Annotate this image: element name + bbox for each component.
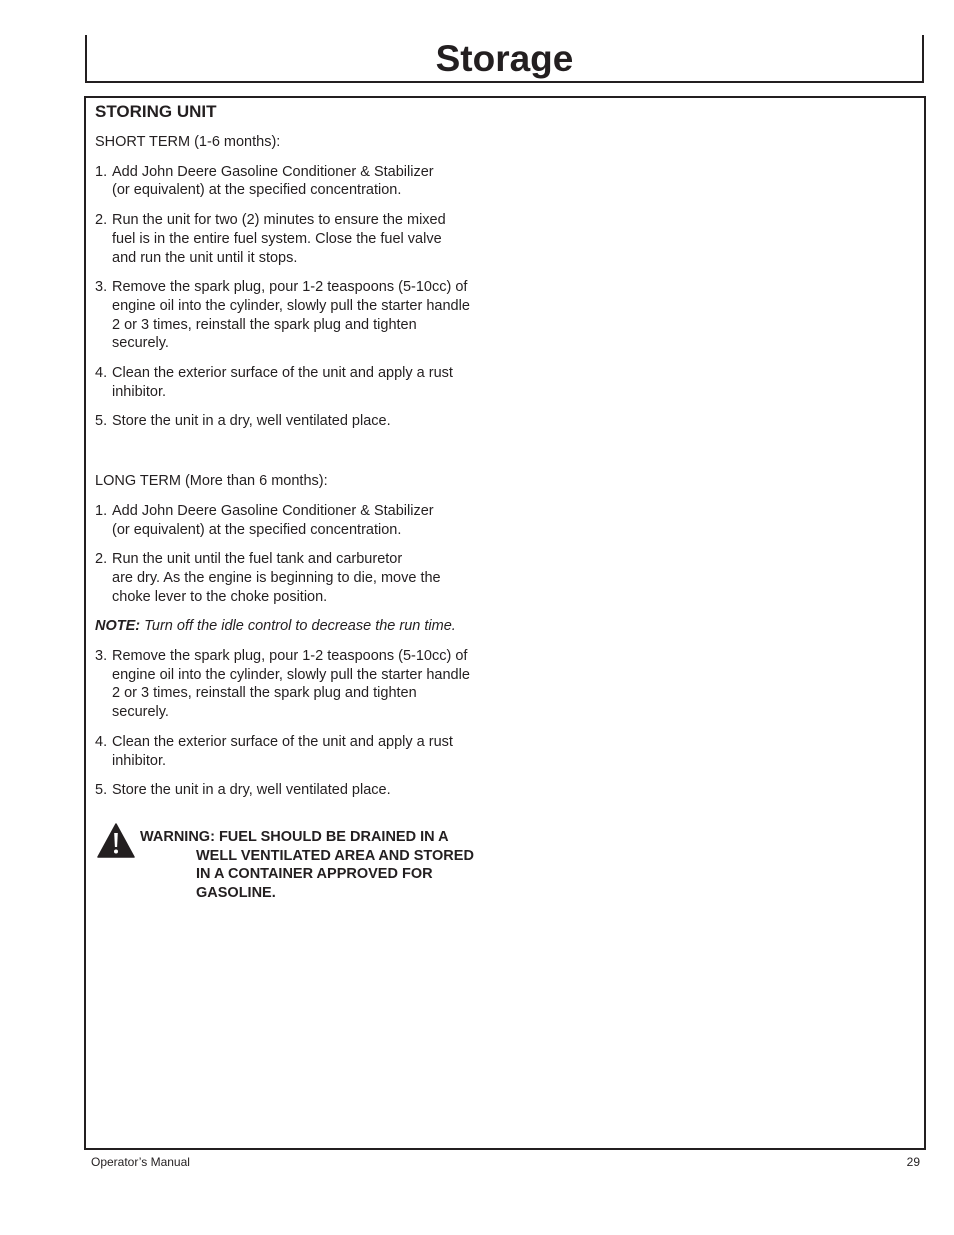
list-item-line: securely. bbox=[112, 704, 169, 721]
list-item-number: 2. bbox=[95, 551, 108, 568]
note bbox=[95, 617, 515, 636]
list-item-number: 1. bbox=[95, 163, 108, 180]
list-item-number: 3. bbox=[95, 279, 108, 296]
list-item-line: engine oil into the cylinder, slowly pull the starter handle bbox=[112, 297, 470, 314]
list-item-line: Run the unit until the fuel tank and carburetor bbox=[112, 551, 403, 568]
section-heading: STORING UNIT bbox=[95, 102, 217, 121]
warning-line: IN A CONTAINER APPROVED FOR bbox=[196, 866, 433, 883]
list-item bbox=[95, 163, 515, 200]
list-item-line: inhibitor. bbox=[112, 752, 167, 769]
warning-line: WELL VENTILATED AREA AND STORED bbox=[196, 847, 474, 864]
title-box bbox=[85, 35, 924, 83]
list-item-line: 2 or 3 times, reinstall the spark plug and tighten bbox=[112, 316, 417, 333]
list-item-line: inhibitor. bbox=[112, 383, 167, 400]
list-item-line: Remove the spark plug, pour 1-2 teaspoons (5-10cc) of bbox=[112, 279, 468, 296]
warning-lines bbox=[140, 847, 515, 903]
long-term-heading: LONG TERM (More than 6 months): bbox=[95, 473, 328, 490]
page-title: Storage bbox=[435, 38, 574, 79]
content-column bbox=[95, 102, 515, 903]
list-item bbox=[95, 364, 515, 401]
list-item bbox=[95, 781, 515, 800]
warning-triangle-icon bbox=[97, 823, 135, 859]
list-item-line: (or equivalent) at the specified concentration. bbox=[112, 521, 402, 538]
list-item-line: and run the unit until it stops. bbox=[112, 249, 298, 266]
list-item-line: Remove the spark plug, pour 1-2 teaspoons (5-10cc) of bbox=[112, 648, 468, 665]
list-item bbox=[95, 502, 515, 539]
list-item bbox=[95, 733, 515, 770]
list-item-line: Clean the exterior surface of the unit and apply a rust bbox=[112, 365, 453, 382]
note-label: NOTE: bbox=[95, 618, 141, 635]
list-item-line: are dry. As the engine is beginning to die, move the bbox=[112, 569, 441, 586]
footer-manual-title: Operator’s Manual bbox=[91, 1155, 190, 1169]
note-text: Turn off the idle control to decrease the run time. bbox=[140, 618, 456, 635]
list-item-line: fuel is in the entire fuel system. Close the fuel valve bbox=[112, 230, 442, 247]
list-item-line: securely. bbox=[112, 335, 169, 352]
list-item bbox=[95, 211, 515, 267]
list-item-number: 5. bbox=[95, 782, 108, 799]
list-item bbox=[95, 647, 515, 722]
list-item-line: Add John Deere Gasoline Conditioner & Stabilizer bbox=[112, 163, 434, 180]
list-item-line: choke lever to the choke position. bbox=[112, 588, 328, 605]
list-item-line: (or equivalent) at the specified concentration. bbox=[112, 182, 402, 199]
footer-page-number: 29 bbox=[906, 1155, 920, 1169]
short-term-steps bbox=[95, 163, 515, 431]
list-item-line: Run the unit for two (2) minutes to ensure the mixed bbox=[112, 212, 446, 229]
list-item bbox=[95, 278, 515, 353]
long-term-steps-b bbox=[95, 647, 515, 800]
list-item bbox=[95, 412, 515, 431]
warning-label: WARNING: bbox=[140, 828, 215, 845]
list-item-line: 2 or 3 times, reinstall the spark plug and tighten bbox=[112, 685, 417, 702]
warning-first-line: FUEL SHOULD BE DRAINED IN A bbox=[214, 828, 449, 845]
list-item-number: 2. bbox=[95, 212, 108, 229]
short-term-heading: SHORT TERM (1-6 months): bbox=[95, 134, 281, 150]
list-item bbox=[95, 550, 515, 606]
warning-line: GASOLINE. bbox=[196, 885, 276, 902]
list-item-number: 1. bbox=[95, 502, 108, 519]
list-item-number: 3. bbox=[95, 648, 108, 665]
list-item-number: 4. bbox=[95, 365, 108, 382]
list-item-line: Store the unit in a dry, well ventilated place. bbox=[112, 413, 391, 430]
warning-block bbox=[95, 828, 515, 903]
list-item-line: Clean the exterior surface of the unit and apply a rust bbox=[112, 733, 453, 750]
list-item-line: Store the unit in a dry, well ventilated place. bbox=[112, 782, 391, 799]
list-item-line: engine oil into the cylinder, slowly pull the starter handle bbox=[112, 666, 470, 683]
list-item-line: Add John Deere Gasoline Conditioner & Stabilizer bbox=[112, 502, 434, 519]
list-item-number: 4. bbox=[95, 733, 108, 750]
list-item-number: 5. bbox=[95, 413, 108, 430]
long-term-steps-a bbox=[95, 502, 515, 607]
